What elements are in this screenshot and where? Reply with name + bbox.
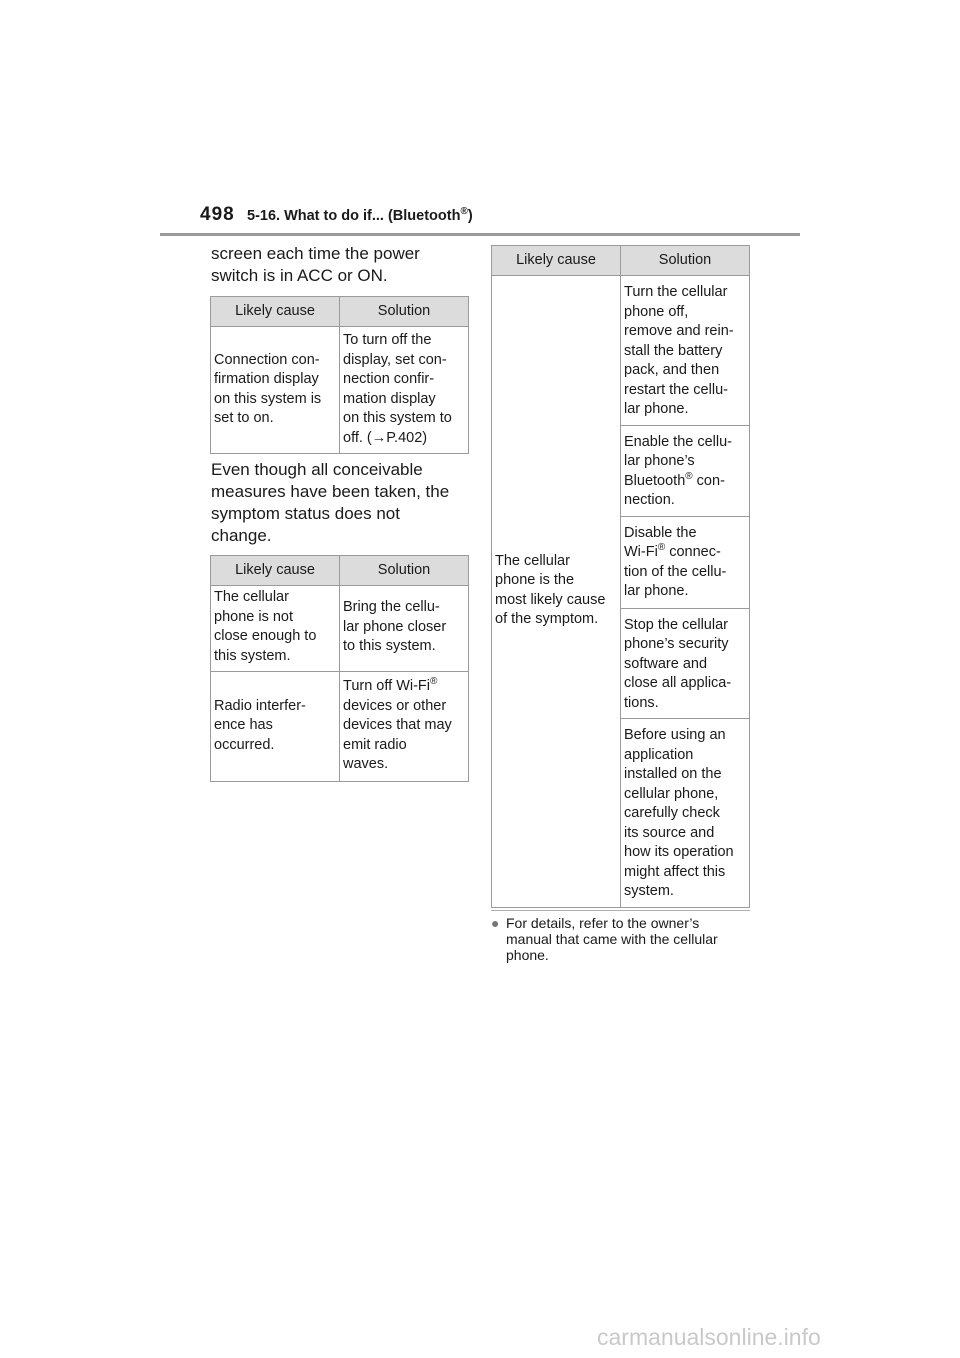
intro-text: screen each time the power switch is in ACC or ON. (211, 244, 420, 285)
column-header-solution: Solution (621, 246, 750, 276)
solution-cell: Disable the Wi-Fi® connec- tion of the cellu- lar phone. (621, 516, 750, 608)
cause-cell: The cellular phone is the most likely cause of the symptom. (492, 276, 621, 908)
solution-cell: Enable the cellu- lar phone’s Bluetooth® con- nection. (621, 425, 750, 516)
column-header-solution: Solution (340, 297, 469, 327)
solution-cell: Turn off Wi-Fi® devices or other devices that may emit radio waves. (340, 672, 469, 782)
bullet-icon: ● (491, 915, 500, 931)
solution-cell: Turn the cellular phone off, remove and rein- stall the battery pack, and then restart the cellu- lar phone. (621, 276, 750, 426)
section-title: 5-16. What to do if... (Bluetooth®) (247, 206, 473, 224)
solution-cell: Bring the cellu- lar phone closer to this system. (340, 586, 469, 672)
cause-cell: Connection con- firmation display on this system is set to on. (211, 327, 340, 454)
table-symptom-persists (210, 555, 469, 782)
column-header-cause: Likely cause (211, 297, 340, 327)
header-rule (160, 233, 800, 236)
column-header-cause: Likely cause (211, 556, 340, 586)
table-row (211, 586, 469, 672)
column-header-cause: Likely cause (492, 246, 621, 276)
table-likely-cause-phone (491, 245, 750, 908)
cause-cell: Radio interfer- ence has occurred. (211, 672, 340, 782)
table-connection-display (210, 296, 469, 454)
table-row (211, 672, 469, 782)
table-row (211, 327, 469, 454)
note-text: For details, refer to the owner’s manual that came with the cellular phone. (506, 915, 718, 963)
note-bullet (491, 915, 753, 963)
table-row (492, 276, 750, 426)
solution-cell: Stop the cellular phone’s security software and close all applica- tions. (621, 608, 750, 719)
note-rule (491, 910, 750, 911)
watermark: carmanualsonline.info (597, 1324, 821, 1350)
page-number: 498 (200, 204, 235, 225)
symptom-heading: Even though all conceivable measures have been taken, the symptom status does not change. (211, 460, 450, 545)
cause-cell: The cellular phone is not close enough to this system. (211, 586, 340, 672)
solution-cell: Before using an application installed on the cellular phone, carefully check its source and how its operation might affect this system. (621, 719, 750, 908)
column-header-solution: Solution (340, 556, 469, 586)
solution-cell: To turn off the display, set con- nection confir- mation display on this system to off. (→P.402) (340, 327, 469, 454)
